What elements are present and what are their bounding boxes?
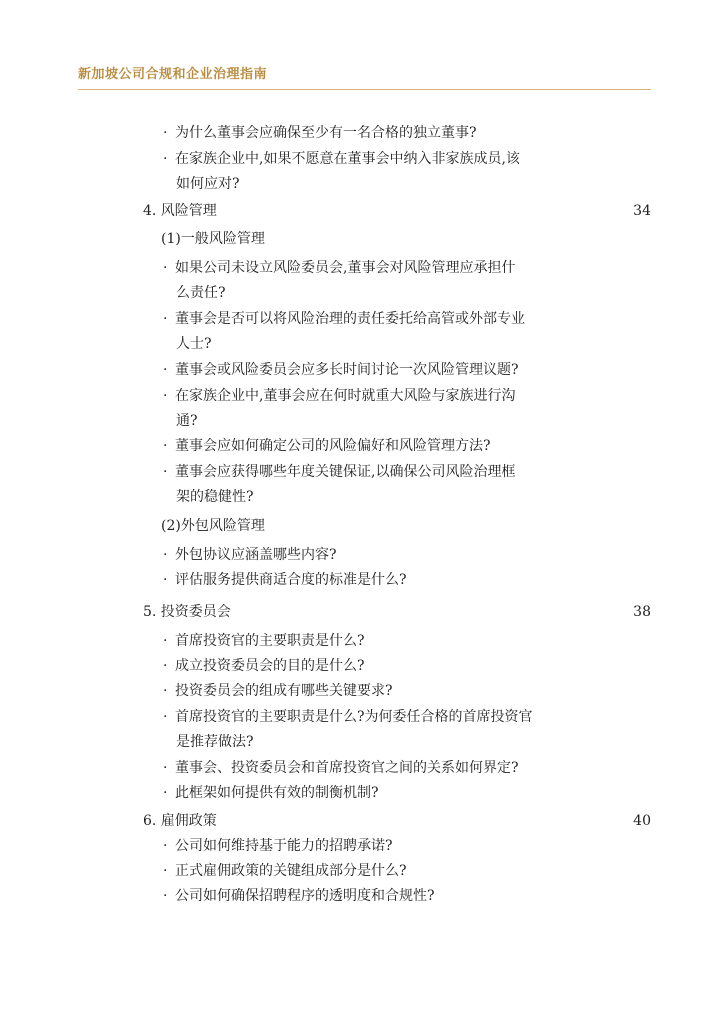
- header-divider: [78, 89, 651, 90]
- toc-item-text: 成立投资委员会的目的是什么?: [175, 658, 365, 674]
- bullet-dot: ·: [163, 683, 168, 699]
- bullet-dot: ·: [163, 760, 168, 776]
- section-title-risk-management[interactable]: 4. 风险管理: [143, 203, 217, 219]
- toc-item[interactable]: [163, 462, 515, 482]
- bullet-dot: ·: [163, 838, 168, 854]
- toc-item-text: 董事会应获得哪些年度关键保证,以确保公司风险治理框: [175, 464, 516, 480]
- toc-item[interactable]: [163, 386, 515, 406]
- bullet-dot: ·: [163, 151, 168, 167]
- toc-item[interactable]: [163, 656, 365, 676]
- bullet-dot: ·: [163, 658, 168, 674]
- toc-item-text: 公司如何确保招聘程序的透明度和合规性?: [175, 888, 435, 904]
- bullet-dot: ·: [163, 633, 168, 649]
- toc-item-text: 正式雇佣政策的关键组成部分是什么?: [175, 863, 407, 879]
- bullet-dot: ·: [163, 785, 168, 801]
- bullet-dot: ·: [163, 388, 168, 404]
- bullet-dot: ·: [163, 362, 168, 378]
- toc-item[interactable]: [163, 631, 365, 651]
- toc-item[interactable]: [163, 545, 337, 565]
- bullet-dot: ·: [163, 125, 168, 141]
- toc-item[interactable]: [163, 309, 525, 329]
- bullet-dot: ·: [163, 709, 168, 725]
- toc-item[interactable]: [163, 123, 477, 143]
- toc-item-text: 此框架如何提供有效的制衡机制?: [175, 785, 379, 801]
- toc-item-text: 为什么董事会应确保至少有一名合格的独立董事?: [175, 125, 477, 141]
- bullet-dot: ·: [163, 572, 168, 588]
- bullet-dot: ·: [163, 260, 168, 276]
- bullet-dot: ·: [163, 464, 168, 480]
- toc-item-text: 如果公司未设立风险委员会,董事会对风险管理应承担什: [175, 260, 516, 276]
- toc-item[interactable]: [163, 758, 519, 778]
- toc-item[interactable]: [163, 861, 407, 881]
- section-page-number: 34: [633, 203, 651, 219]
- toc-item[interactable]: [163, 836, 393, 856]
- toc-item-continuation: 是推荐做法?: [176, 734, 254, 750]
- toc-item-text: 董事会应如何确定公司的风险偏好和风险管理方法?: [175, 438, 491, 454]
- toc-item-text: 公司如何维持基于能力的招聘承诺?: [175, 838, 393, 854]
- toc-item-text: 投资委员会的组成有哪些关键要求?: [175, 683, 393, 699]
- toc-item[interactable]: [163, 707, 533, 727]
- toc-item[interactable]: [163, 570, 407, 590]
- toc-item[interactable]: [163, 783, 379, 803]
- toc-item-continuation: 如何应对?: [176, 176, 240, 192]
- subsection-title-outsourcing-risk[interactable]: (2)外包风险管理: [161, 518, 265, 534]
- toc-item[interactable]: [163, 360, 519, 380]
- subsection-title-general-risk[interactable]: (1)一般风险管理: [161, 231, 265, 247]
- page-header-title: 新加坡公司合规和企业治理指南: [78, 67, 268, 82]
- toc-item-continuation: 么责任?: [176, 285, 226, 301]
- toc-item-text: 在家族企业中,董事会应在何时就重大风险与家族进行沟: [175, 388, 516, 404]
- toc-item-continuation: 人士?: [176, 336, 212, 352]
- toc-item-text: 董事会、投资委员会和首席投资官之间的关系如何界定?: [175, 760, 519, 776]
- section-title-employment-policy[interactable]: 6. 雇佣政策: [143, 813, 217, 829]
- bullet-dot: ·: [163, 311, 168, 327]
- toc-item[interactable]: [163, 436, 491, 456]
- toc-item[interactable]: [163, 149, 520, 169]
- toc-item-text: 首席投资官的主要职责是什么?为何委任合格的首席投资官: [175, 709, 533, 725]
- bullet-dot: ·: [163, 547, 168, 563]
- bullet-dot: ·: [163, 438, 168, 454]
- bullet-dot: ·: [163, 863, 168, 879]
- section-title-investment-committee[interactable]: 5. 投资委员会: [143, 604, 231, 620]
- toc-item-text: 董事会是否可以将风险治理的责任委托给高管或外部专业: [175, 311, 525, 327]
- toc-item-text: 在家族企业中,如果不愿意在董事会中纳入非家族成员,该: [175, 151, 520, 167]
- bullet-dot: ·: [163, 888, 168, 904]
- toc-item-continuation: 架的稳健性?: [176, 489, 254, 505]
- section-page-number: 38: [633, 604, 651, 620]
- toc-item[interactable]: [163, 258, 515, 278]
- toc-item-text: 董事会或风险委员会应多长时间讨论一次风险管理议题?: [175, 362, 519, 378]
- section-page-number: 40: [633, 813, 651, 829]
- toc-item-text: 首席投资官的主要职责是什么?: [175, 633, 365, 649]
- toc-item-continuation: 通?: [176, 413, 198, 429]
- toc-item-text: 评估服务提供商适合度的标准是什么?: [175, 572, 407, 588]
- toc-item[interactable]: [163, 886, 435, 906]
- toc-item[interactable]: [163, 681, 393, 701]
- toc-item-text: 外包协议应涵盖哪些内容?: [175, 547, 337, 563]
